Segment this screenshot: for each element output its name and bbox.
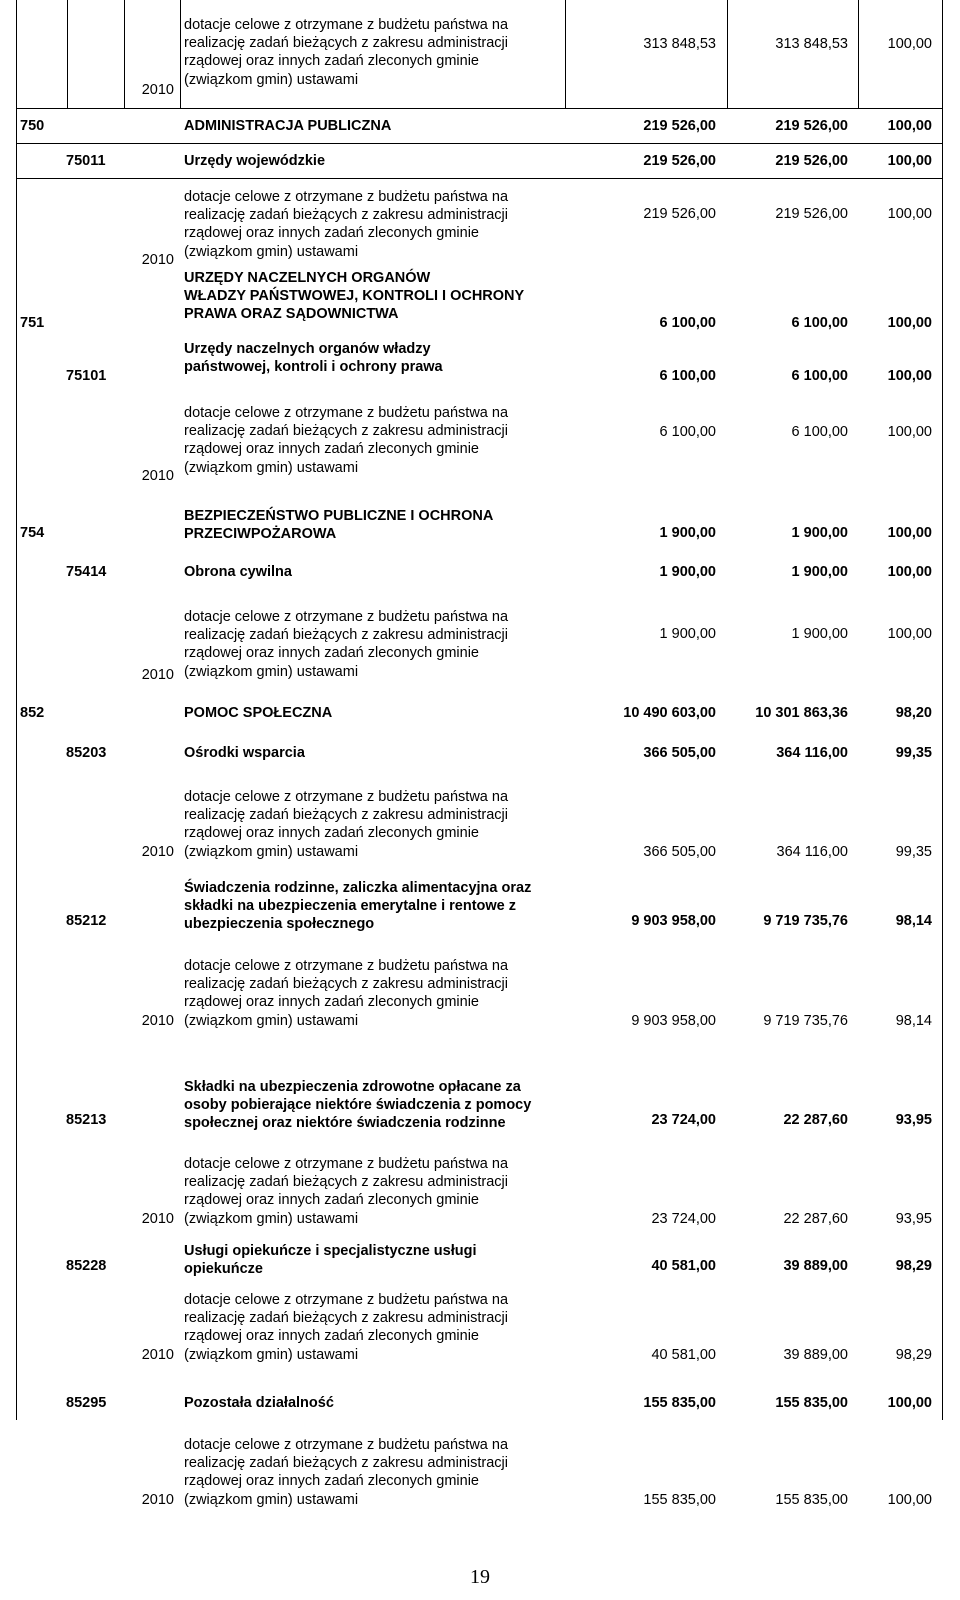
rozdzial-code: 85295 <box>66 1395 107 1411</box>
row-description <box>184 1291 508 1364</box>
row-divider <box>16 108 943 109</box>
description-line: (związkom gmin) ustawami <box>184 71 359 88</box>
percent-value: 100,00 <box>887 564 932 580</box>
row-divider <box>16 143 943 144</box>
executed-amount: 219 526,00 <box>775 153 848 169</box>
dzial-code: 751 <box>20 315 45 331</box>
description-line: (związkom gmin) ustawami <box>184 1210 359 1227</box>
plan-amount: 9 903 958,00 <box>631 1013 716 1029</box>
percent-value: 99,35 <box>895 745 932 761</box>
plan-amount: 40 581,00 <box>651 1347 716 1363</box>
description-line: państwowej, kontroli i ochrony prawa <box>184 359 443 376</box>
plan-amount: 6 100,00 <box>659 315 716 331</box>
description-line: Składki na ubezpieczenia zdrowotne opłacane za <box>184 1079 521 1095</box>
description-line: rządowej oraz innych zadań zleconych gminie <box>184 225 479 242</box>
description-line: Usługi opiekuńcze i specjalistyczne usługi <box>184 1243 477 1259</box>
plan-amount: 366 505,00 <box>643 844 716 860</box>
column-divider <box>727 0 728 108</box>
column-divider <box>565 0 566 108</box>
executed-amount: 155 835,00 <box>775 1492 848 1508</box>
percent-value: 100,00 <box>887 626 932 642</box>
plan-amount: 1 900,00 <box>659 626 716 642</box>
percent-value: 93,95 <box>895 1112 932 1128</box>
percent-value: 98,14 <box>895 913 932 929</box>
description-line: (związkom gmin) ustawami <box>184 1346 359 1363</box>
description-line: dotacje celowe z otrzymane z budżetu państwa na <box>184 789 509 805</box>
description-line: (związkom gmin) ustawami <box>184 1491 359 1508</box>
executed-amount: 39 889,00 <box>783 1347 848 1363</box>
executed-amount: 1 900,00 <box>791 626 848 642</box>
plan-amount: 10 490 603,00 <box>623 705 716 721</box>
description-line: dotacje celowe z otrzymane z budżetu państwa na <box>184 1292 509 1308</box>
paragraf-code: 2010 <box>141 1492 174 1508</box>
table-right-border <box>942 0 943 1420</box>
description-line: opiekuńcze <box>184 1261 263 1278</box>
description-line: rządowej oraz innych zadań zleconych gminie <box>184 825 479 842</box>
paragraf-code: 2010 <box>141 1211 174 1227</box>
plan-amount: 219 526,00 <box>643 206 716 222</box>
executed-amount: 9 719 735,76 <box>763 1013 848 1029</box>
column-divider <box>67 0 68 108</box>
percent-value: 93,95 <box>895 1211 932 1227</box>
rozdzial-code: 75101 <box>66 368 107 384</box>
description-line: Urzędy naczelnych organów władzy <box>184 341 431 357</box>
row-description <box>184 788 508 861</box>
description-line: realizację zadań bieżących z zakresu administracji <box>184 1174 508 1191</box>
row-description <box>184 1155 508 1228</box>
row-description <box>184 957 508 1030</box>
percent-value: 98,14 <box>895 1013 932 1029</box>
description-line: dotacje celowe z otrzymane z budżetu państwa na <box>184 405 509 421</box>
percent-value: 100,00 <box>887 525 932 541</box>
column-divider <box>858 0 859 108</box>
row-description <box>184 1078 531 1133</box>
executed-amount: 313 848,53 <box>775 36 848 52</box>
row-description <box>184 152 325 170</box>
percent-value: 98,20 <box>895 705 932 721</box>
description-line: realizację zadań bieżących z zakresu administracji <box>184 627 508 644</box>
plan-amount: 23 724,00 <box>651 1211 716 1227</box>
dzial-code: 852 <box>20 705 45 721</box>
plan-amount: 1 900,00 <box>659 525 716 541</box>
description-line: społecznej oraz niektóre świadczenia rodzinne <box>184 1115 506 1132</box>
plan-amount: 6 100,00 <box>659 368 716 384</box>
row-description <box>184 1394 334 1412</box>
executed-amount: 10 301 863,36 <box>755 705 848 721</box>
paragraf-code: 2010 <box>141 82 174 98</box>
dzial-code: 754 <box>20 525 45 541</box>
column-divider <box>180 0 181 108</box>
executed-amount: 22 287,60 <box>783 1112 848 1128</box>
executed-amount: 219 526,00 <box>775 118 848 134</box>
description-line: dotacje celowe z otrzymane z budżetu państwa na <box>184 609 509 625</box>
description-line: realizację zadań bieżących z zakresu administracji <box>184 807 508 824</box>
executed-amount: 6 100,00 <box>791 315 848 331</box>
plan-amount: 219 526,00 <box>643 153 716 169</box>
rozdzial-code: 85228 <box>66 1258 107 1274</box>
description-line: Świadczenia rodzinne, zaliczka alimentacyjna oraz <box>184 880 532 896</box>
row-description <box>184 117 391 135</box>
executed-amount: 1 900,00 <box>791 564 848 580</box>
plan-amount: 9 903 958,00 <box>631 913 716 929</box>
paragraf-code: 2010 <box>141 1013 174 1029</box>
row-description <box>184 879 531 934</box>
description-line: osoby pobierające niektóre świadczenia z pomocy <box>184 1097 532 1114</box>
executed-amount: 39 889,00 <box>783 1258 848 1274</box>
paragraf-code: 2010 <box>141 1347 174 1363</box>
paragraf-code: 2010 <box>141 667 174 683</box>
description-line: PRAWA ORAZ SĄDOWNICTWA <box>184 306 399 323</box>
description-line: dotacje celowe z otrzymane z budżetu państwa na <box>184 189 509 205</box>
description-line: (związkom gmin) ustawami <box>184 459 359 476</box>
dzial-code: 750 <box>20 118 45 134</box>
executed-amount: 22 287,60 <box>783 1211 848 1227</box>
percent-value: 98,29 <box>895 1347 932 1363</box>
description-line: ubezpieczenia społecznego <box>184 916 375 933</box>
plan-amount: 1 900,00 <box>659 564 716 580</box>
percent-value: 98,29 <box>895 1258 932 1274</box>
description-line: PRZECIWPOŻAROWA <box>184 526 337 543</box>
rozdzial-code: 85203 <box>66 745 107 761</box>
rozdzial-code: 75414 <box>66 564 107 580</box>
description-line: rządowej oraz innych zadań zleconych gminie <box>184 53 479 70</box>
percent-value: 100,00 <box>887 1395 932 1411</box>
row-description <box>184 608 508 681</box>
paragraf-code: 2010 <box>141 844 174 860</box>
description-line: WŁADZY PAŃSTWOWEJ, KONTROLI I OCHRONY <box>184 288 525 305</box>
table-left-border <box>16 0 17 1420</box>
row-divider <box>16 178 943 179</box>
plan-amount: 155 835,00 <box>643 1492 716 1508</box>
percent-value: 100,00 <box>887 36 932 52</box>
plan-amount: 40 581,00 <box>651 1258 716 1274</box>
percent-value: 100,00 <box>887 1492 932 1508</box>
percent-value: 100,00 <box>887 153 932 169</box>
description-line: (związkom gmin) ustawami <box>184 663 359 680</box>
plan-amount: 155 835,00 <box>643 1395 716 1411</box>
executed-amount: 6 100,00 <box>791 424 848 440</box>
description-line: (związkom gmin) ustawami <box>184 843 359 860</box>
description-line: Ośrodki wsparcia <box>184 745 305 761</box>
description-line: realizację zadań bieżących z zakresu administracji <box>184 1310 508 1327</box>
percent-value: 100,00 <box>887 206 932 222</box>
description-line: BEZPIECZEŃSTWO PUBLICZNE I OCHRONA <box>184 508 494 524</box>
row-description <box>184 704 332 722</box>
row-description <box>184 188 508 261</box>
paragraf-code: 2010 <box>141 252 174 268</box>
plan-amount: 366 505,00 <box>643 745 716 761</box>
row-description <box>184 340 443 376</box>
row-description <box>184 404 508 477</box>
description-line: URZĘDY NACZELNYCH ORGANÓW <box>184 270 431 286</box>
description-line: dotacje celowe z otrzymane z budżetu państwa na <box>184 17 509 33</box>
percent-value: 99,35 <box>895 844 932 860</box>
page-number: 19 <box>470 1566 490 1588</box>
description-line: rządowej oraz innych zadań zleconych gminie <box>184 441 479 458</box>
description-line: składki na ubezpieczenia emerytalne i rentowe z <box>184 898 517 915</box>
rozdzial-code: 75011 <box>66 153 106 169</box>
description-line: POMOC SPOŁECZNA <box>184 705 333 721</box>
executed-amount: 9 719 735,76 <box>763 913 848 929</box>
paragraf-code: 2010 <box>141 468 174 484</box>
description-line: dotacje celowe z otrzymane z budżetu państwa na <box>184 958 509 974</box>
description-line: rządowej oraz innych zadań zleconych gminie <box>184 1473 479 1490</box>
description-line: Pozostała działalność <box>184 1395 334 1411</box>
row-description <box>184 269 524 324</box>
description-line: rządowej oraz innych zadań zleconych gminie <box>184 1328 479 1345</box>
plan-amount: 219 526,00 <box>643 118 716 134</box>
description-line: realizację zadań bieżących z zakresu administracji <box>184 207 508 224</box>
executed-amount: 219 526,00 <box>775 206 848 222</box>
description-line: realizację zadań bieżących z zakresu administracji <box>184 423 508 440</box>
description-line: Urzędy wojewódzkie <box>184 153 326 169</box>
percent-value: 100,00 <box>887 315 932 331</box>
executed-amount: 364 116,00 <box>776 745 848 761</box>
plan-amount: 313 848,53 <box>643 36 716 52</box>
description-line: dotacje celowe z otrzymane z budżetu państwa na <box>184 1437 509 1453</box>
executed-amount: 6 100,00 <box>791 368 848 384</box>
row-description <box>184 563 292 581</box>
description-line: (związkom gmin) ustawami <box>184 243 359 260</box>
row-description <box>184 507 493 543</box>
percent-value: 100,00 <box>887 118 932 134</box>
rozdzial-code: 85212 <box>66 913 107 929</box>
executed-amount: 155 835,00 <box>775 1395 848 1411</box>
description-line: Obrona cywilna <box>184 564 292 580</box>
plan-amount: 6 100,00 <box>659 424 716 440</box>
description-line: rządowej oraz innych zadań zleconych gminie <box>184 994 479 1011</box>
rozdzial-code: 85213 <box>66 1112 107 1128</box>
row-description <box>184 1436 508 1509</box>
description-line: rządowej oraz innych zadań zleconych gminie <box>184 1192 479 1209</box>
executed-amount: 1 900,00 <box>791 525 848 541</box>
row-description <box>184 1242 477 1278</box>
description-line: realizację zadań bieżących z zakresu administracji <box>184 976 508 993</box>
percent-value: 100,00 <box>887 368 932 384</box>
row-description <box>184 744 305 762</box>
description-line: (związkom gmin) ustawami <box>184 1012 359 1029</box>
description-line: rządowej oraz innych zadań zleconych gminie <box>184 645 479 662</box>
description-line: realizację zadań bieżących z zakresu administracji <box>184 35 508 52</box>
description-line: dotacje celowe z otrzymane z budżetu państwa na <box>184 1156 509 1172</box>
description-line: ADMINISTRACJA PUBLICZNA <box>184 118 392 134</box>
executed-amount: 364 116,00 <box>776 844 848 860</box>
percent-value: 100,00 <box>887 424 932 440</box>
row-description <box>184 16 508 89</box>
plan-amount: 23 724,00 <box>651 1112 716 1128</box>
description-line: realizację zadań bieżących z zakresu administracji <box>184 1455 508 1472</box>
